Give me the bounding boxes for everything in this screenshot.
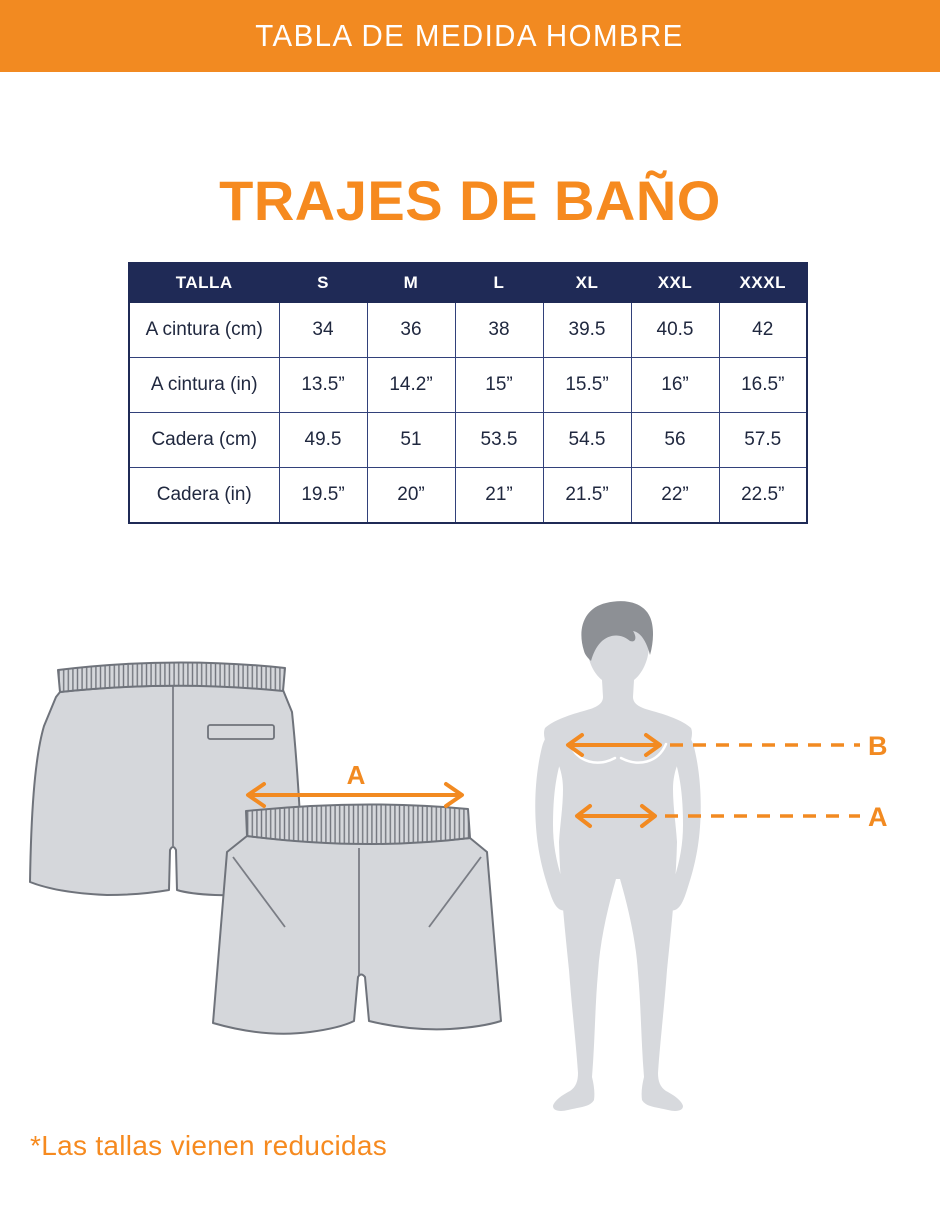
column-header-l: L: [455, 263, 543, 303]
table-cell: 39.5: [543, 303, 631, 358]
table-cell: 40.5: [631, 303, 719, 358]
body-silhouette-illustration: [520, 595, 900, 1115]
row-label: A cintura (in): [129, 358, 279, 413]
table-cell: 15.5”: [543, 358, 631, 413]
table-cell: 14.2”: [367, 358, 455, 413]
table-cell: 22”: [631, 468, 719, 524]
row-label: A cintura (cm): [129, 303, 279, 358]
table-cell: 21”: [455, 468, 543, 524]
table-row: [129, 468, 807, 524]
shorts-front-waistband-ribs: [246, 804, 470, 844]
shorts-measure-label-a: A: [346, 760, 366, 790]
table-cell: 57.5: [719, 413, 807, 468]
column-header-s: S: [279, 263, 367, 303]
table-cell: 53.5: [455, 413, 543, 468]
table-cell: 16.5”: [719, 358, 807, 413]
shorts-front-view: [213, 804, 501, 1033]
table-cell: 13.5”: [279, 358, 367, 413]
top-banner: [0, 0, 940, 72]
size-table: [128, 262, 808, 524]
section-title: TRAJES DE BAÑO: [219, 169, 721, 232]
shorts-illustration: [20, 650, 520, 1050]
table-cell: 56: [631, 413, 719, 468]
table-cell: 49.5: [279, 413, 367, 468]
table-cell: 36: [367, 303, 455, 358]
table-cell: 38: [455, 303, 543, 358]
table-cell: 16”: [631, 358, 719, 413]
body-measure-label-b: B: [868, 731, 888, 761]
table-cell: 20”: [367, 468, 455, 524]
footnote: *Las tallas vienen reducidas: [30, 1130, 388, 1161]
table-row: [129, 413, 807, 468]
row-label: Cadera (cm): [129, 413, 279, 468]
size-table-header-row: [129, 263, 807, 303]
table-cell: 54.5: [543, 413, 631, 468]
shorts-front-body: [213, 836, 501, 1034]
column-header-m: M: [367, 263, 455, 303]
table-row: [129, 303, 807, 358]
table-cell: 34: [279, 303, 367, 358]
table-cell: 51: [367, 413, 455, 468]
table-cell: 22.5”: [719, 468, 807, 524]
column-header-xxxl: XXXL: [719, 263, 807, 303]
body-measure-label-a: A: [868, 802, 888, 832]
table-cell: 19.5”: [279, 468, 367, 524]
page-title: TABLA DE MEDIDA HOMBRE: [255, 18, 685, 53]
body-silhouette: [544, 609, 692, 1111]
table-cell: 15”: [455, 358, 543, 413]
column-header-xl: XL: [543, 263, 631, 303]
table-row: [129, 358, 807, 413]
column-header-talla: TALLA: [129, 263, 279, 303]
column-header-xxl: XXL: [631, 263, 719, 303]
row-label: Cadera (in): [129, 468, 279, 524]
table-cell: 42: [719, 303, 807, 358]
table-cell: 21.5”: [543, 468, 631, 524]
